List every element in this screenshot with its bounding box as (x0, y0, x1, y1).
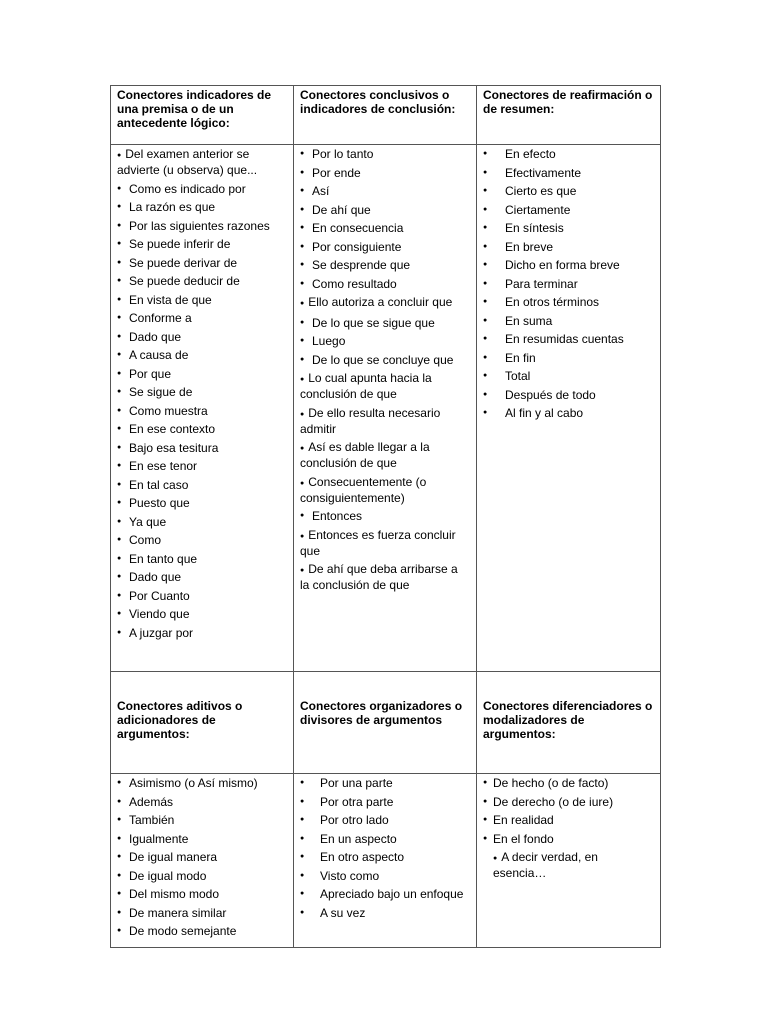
list-item: ● Consecuentemente (o consiguientemente) (300, 475, 470, 505)
organizers-list-cell (294, 774, 477, 948)
header-differentiators: Conectores diferenciadores o modalizadores de argumentos: (477, 672, 661, 774)
list-item: ● Igualmente (117, 832, 287, 846)
list-item: ● En vista de que (117, 293, 287, 307)
list-item: ● De hecho (o de facto) (483, 776, 654, 790)
list-item: ● Apreciado bajo un enfoque (300, 887, 470, 901)
list-item: ● Dado que (117, 570, 287, 584)
list-item: ● Así (300, 184, 470, 198)
conclusion-list-cell (294, 145, 477, 672)
list-item: ● Ciertamente (483, 203, 654, 217)
additive-list-cell (111, 774, 294, 948)
list-item: ● Por consiguiente (300, 240, 470, 254)
list-item: ● En realidad (483, 813, 654, 827)
list-item: ● Por lo tanto (300, 147, 470, 161)
list-item: ● En resumidas cuentas (483, 332, 654, 346)
differentiators-list-cell (477, 774, 661, 948)
list-item: ● En tal caso (117, 478, 287, 492)
list-item: ● Por ende (300, 166, 470, 180)
list-item: ● Dicho en forma breve (483, 258, 654, 272)
list-item: ● Como resultado (300, 277, 470, 291)
list-item: ● Por Cuanto (117, 589, 287, 603)
list-item: ● Entonces (300, 509, 470, 523)
list-item: ● En ese contexto (117, 422, 287, 436)
header-reaffirmation: Conectores de reafirmación o de resumen: (477, 86, 661, 145)
list-item: ● Viendo que (117, 607, 287, 621)
list-item: ● Ello autoriza a concluir que (300, 295, 470, 311)
reaffirmation-list (483, 147, 654, 420)
list-item: ● Entonces es fuerza concluir que (300, 528, 470, 558)
list-item: ● De modo semejante (117, 924, 287, 938)
list-item: ● Asimismo (o Así mismo) (117, 776, 287, 790)
list-item: ● Lo cual apunta hacia la conclusión de que (300, 371, 470, 401)
list-item: ● De ello resulta necesario admitir (300, 406, 470, 436)
list-item: ● De igual modo (117, 869, 287, 883)
list-item: ● De lo que se sigue que (300, 316, 470, 330)
list-item: ● Por otro lado (300, 813, 470, 827)
list-item: ● Efectivamente (483, 166, 654, 180)
list-item: ● Como (117, 533, 287, 547)
list-item: ● Total (483, 369, 654, 383)
list-item: ● Se puede deducir de (117, 274, 287, 288)
list-item: ● Por una parte (300, 776, 470, 790)
header-premise-indicators: Conectores indicadores de una premisa o de un antecedente lógico: (111, 86, 294, 145)
differentiators-list (483, 776, 654, 880)
reaffirmation-list-cell (477, 145, 661, 672)
list-item: ● En otros términos (483, 295, 654, 309)
conclusion-list (300, 147, 470, 592)
list-item: ● A causa de (117, 348, 287, 362)
list-item: ● Así es dable llegar a la conclusión de que (300, 440, 470, 470)
header-additive: Conectores aditivos o adicionadores de argumentos: (111, 672, 294, 774)
organizers-list (300, 776, 470, 920)
list-item: ● A juzgar por (117, 626, 287, 640)
list-item: ● Se puede derivar de (117, 256, 287, 270)
header-conclusion-indicators: Conectores conclusivos o indicadores de conclusión: (294, 86, 477, 145)
premise-list (117, 147, 287, 640)
list-item: ● Luego (300, 334, 470, 348)
list-item: ● En síntesis (483, 221, 654, 235)
premise-list-cell (111, 145, 294, 672)
list-item: ● De lo que se concluye que (300, 353, 470, 367)
list-item: ● Además (117, 795, 287, 809)
list-item: ● Como es indicado por (117, 182, 287, 196)
list-item: ● Por otra parte (300, 795, 470, 809)
list-item: ● Se sigue de (117, 385, 287, 399)
list-item: ● También (117, 813, 287, 827)
list-item: ● Visto como (300, 869, 470, 883)
list-item: ● En consecuencia (300, 221, 470, 235)
list-item: ● En otro aspecto (300, 850, 470, 864)
list-item: ● Puesto que (117, 496, 287, 510)
connectors-table (110, 85, 661, 948)
list-item: ● Se desprende que (300, 258, 470, 272)
list-item: ● Por que (117, 367, 287, 381)
list-item: ● En ese tenor (117, 459, 287, 473)
list-item: ● A decir verdad, en esencia… (483, 850, 654, 880)
list-item: ● En fin (483, 351, 654, 365)
list-item: ● Del mismo modo (117, 887, 287, 901)
list-item: ● Ya que (117, 515, 287, 529)
list-item: ● En un aspecto (300, 832, 470, 846)
list-item: ● Para terminar (483, 277, 654, 291)
list-item: ● A su vez (300, 906, 470, 920)
list-item: ● Después de todo (483, 388, 654, 402)
list-item: ● Se puede inferir de (117, 237, 287, 251)
list-item: ● Conforme a (117, 311, 287, 325)
list-item: ● Del examen anterior se advierte (u observa) que... (117, 147, 287, 177)
list-item: ● Bajo esa tesitura (117, 441, 287, 455)
list-item: ● De igual manera (117, 850, 287, 864)
list-item: ● La razón es que (117, 200, 287, 214)
list-item: ● De ahí que (300, 203, 470, 217)
list-item: ● Al fin y al cabo (483, 406, 654, 420)
list-item: ● De derecho (o de iure) (483, 795, 654, 809)
list-item: ● Cierto es que (483, 184, 654, 198)
list-item: ● Por las siguientes razones (117, 219, 287, 233)
list-item: ● Como muestra (117, 404, 287, 418)
list-item: ● Dado que (117, 330, 287, 344)
list-item: ● De manera similar (117, 906, 287, 920)
list-item: ● En suma (483, 314, 654, 328)
list-item: ● En breve (483, 240, 654, 254)
additive-list (117, 776, 287, 938)
list-item: ● En el fondo (483, 832, 654, 846)
list-item: ● De ahí que deba arribarse a la conclusión de que (300, 562, 470, 592)
header-organizers: Conectores organizadores o divisores de argumentos (294, 672, 477, 774)
list-item: ● En tanto que (117, 552, 287, 566)
list-item: ● En efecto (483, 147, 654, 161)
